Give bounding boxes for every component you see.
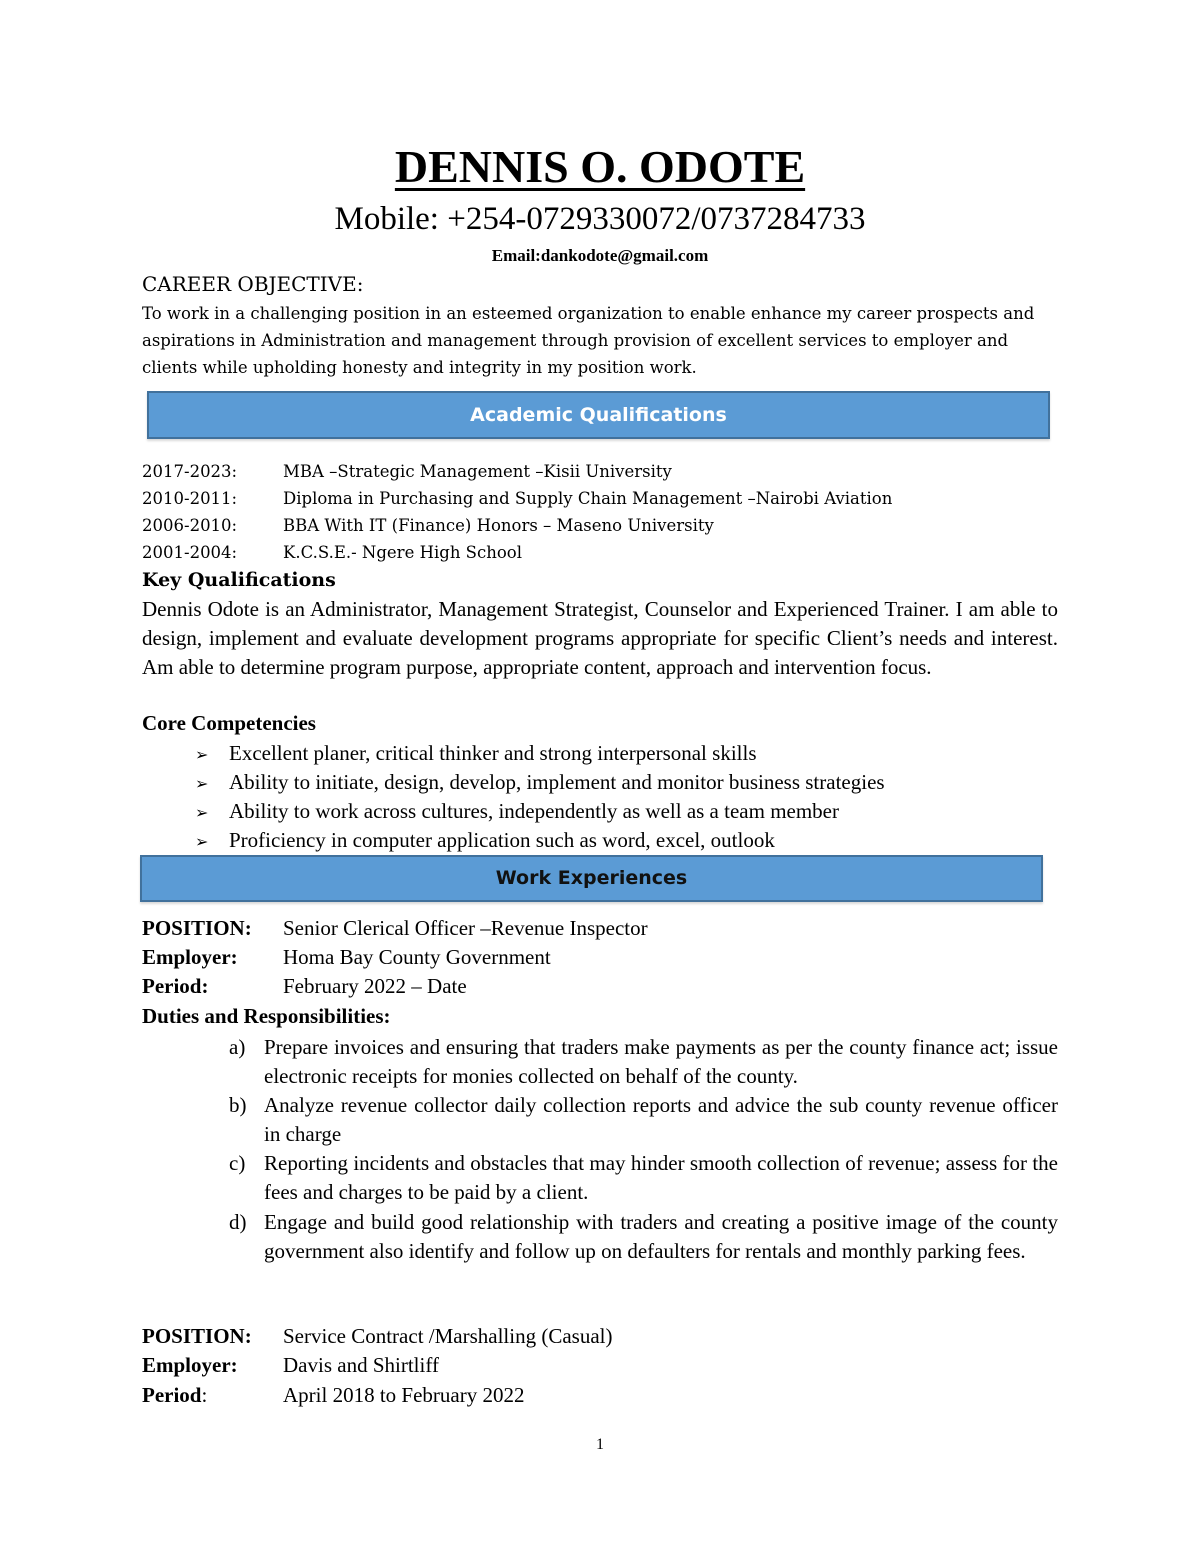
duty-item [229,1208,1058,1266]
competency-text: Ability to work across cultures, independently as well as a team member [229,799,839,823]
academic-entry [142,489,892,508]
duty-item [229,1091,1058,1149]
academic-years: 2006-2010: [142,516,238,535]
job-period-row [142,1383,524,1408]
period-colon: : [201,1383,208,1407]
academic-entry [142,543,522,562]
employer-label: Employer: [142,945,238,969]
duty-letter: c) [229,1151,246,1175]
academic-detail: Diploma in Purchasing and Supply Chain Management –Nairobi Aviation [283,489,893,508]
employer-value: Davis and Shirtliff [283,1353,439,1377]
position-label: POSITION: [142,916,252,940]
duties-title: Duties and Responsibilities: [142,1004,391,1028]
period-label: Period [142,1383,202,1407]
position-value: Senior Clerical Officer –Revenue Inspector [283,916,648,940]
core-competencies-title: Core Competencies [142,711,316,735]
position-value: Service Contract /Marshalling (Casual) [283,1324,613,1348]
career-objective-title: CAREER OBJECTIVE: [142,272,364,296]
academic-entry [142,516,714,535]
competency-item [195,828,775,853]
arrow-bullet-icon: ➢ [195,745,209,764]
arrow-bullet-icon: ➢ [195,803,209,822]
page-number: 1 [596,1436,604,1453]
academic-detail: MBA –Strategic Management –Kisii University [283,462,672,481]
duty-text: Reporting incidents and obstacles that may hinder smooth collection of revenue; assess for the fees and charges to be paid by a client. [264,1151,1058,1204]
duty-letter: a) [229,1035,246,1059]
job-employer-row [142,1353,439,1378]
duty-letter: b) [229,1093,247,1117]
duty-letter: d) [229,1210,247,1234]
period-label: Period: [142,974,209,998]
duty-item [229,1149,1058,1207]
duty-text: Prepare invoices and ensuring that traders make payments as per the county finance act; issue electronic receipts for monies collected on behalf of the county. [264,1035,1058,1088]
competency-item [195,770,885,795]
arrow-bullet-icon: ➢ [195,832,209,851]
employer-value: Homa Bay County Government [283,945,551,969]
competency-text: Proficiency in computer application such as word, excel, outlook [229,828,775,852]
employer-label: Employer: [142,1353,238,1377]
position-label: POSITION: [142,1324,252,1348]
job-position-row [142,1324,613,1349]
academic-years: 2010-2011: [142,489,238,508]
career-objective-text: To work in a challenging position in an esteemed organization to enable enhance my career prospects and aspirations in Administration and management through provision of excellent services to employer and clients while upholding honesty and integrity in my position work. [142,304,1035,377]
academic-detail: K.C.S.E.- Ngere High School [283,543,523,562]
job-period-row [142,974,467,999]
job-employer-row [142,945,551,970]
duty-text: Engage and build good relationship with traders and creating a positive image of the county government also identify and follow up on defaulters for rentals and monthly parking fees. [264,1210,1058,1263]
key-qualifications-title: Key Qualifications [142,569,336,591]
email-address: Email:dankodote@gmail.com [491,246,709,265]
academic-years: 2001-2004: [142,543,238,562]
competency-text: Excellent planer, critical thinker and strong interpersonal skills [229,741,757,765]
period-label-wrap [142,1383,283,1408]
period-value: April 2018 to February 2022 [283,1383,525,1407]
work-experiences-heading: Work Experiences [140,855,1043,902]
academic-detail: BBA With IT (Finance) Honors – Maseno University [283,516,714,535]
competency-item [195,741,757,766]
duty-text: Analyze revenue collector daily collection reports and advice the sub county revenue officer in charge [264,1093,1058,1146]
key-qualifications-text: Dennis Odote is an Administrator, Management Strategist, Counselor and Experienced Trainer. I am able to design, implement and evaluate development programs appropriate for specific Client’s needs and interest. Am able to determine program purpose, appropriate content, approach and intervention focus. [142,597,1058,679]
period-value: February 2022 – Date [283,974,467,998]
duty-item [229,1033,1058,1091]
mobile-number: Mobile: +254-0729330072/0737284733 [334,201,866,237]
academic-years: 2017-2023: [142,462,238,481]
competency-item [195,799,839,824]
academic-entry [142,462,672,481]
arrow-bullet-icon: ➢ [195,774,209,793]
job-position-row [142,916,648,941]
competency-text: Ability to initiate, design, develop, implement and monitor business strategies [229,770,885,794]
candidate-name: DENNIS O. ODOTE [394,141,806,192]
academic-qualifications-heading: Academic Qualifications [147,391,1050,439]
